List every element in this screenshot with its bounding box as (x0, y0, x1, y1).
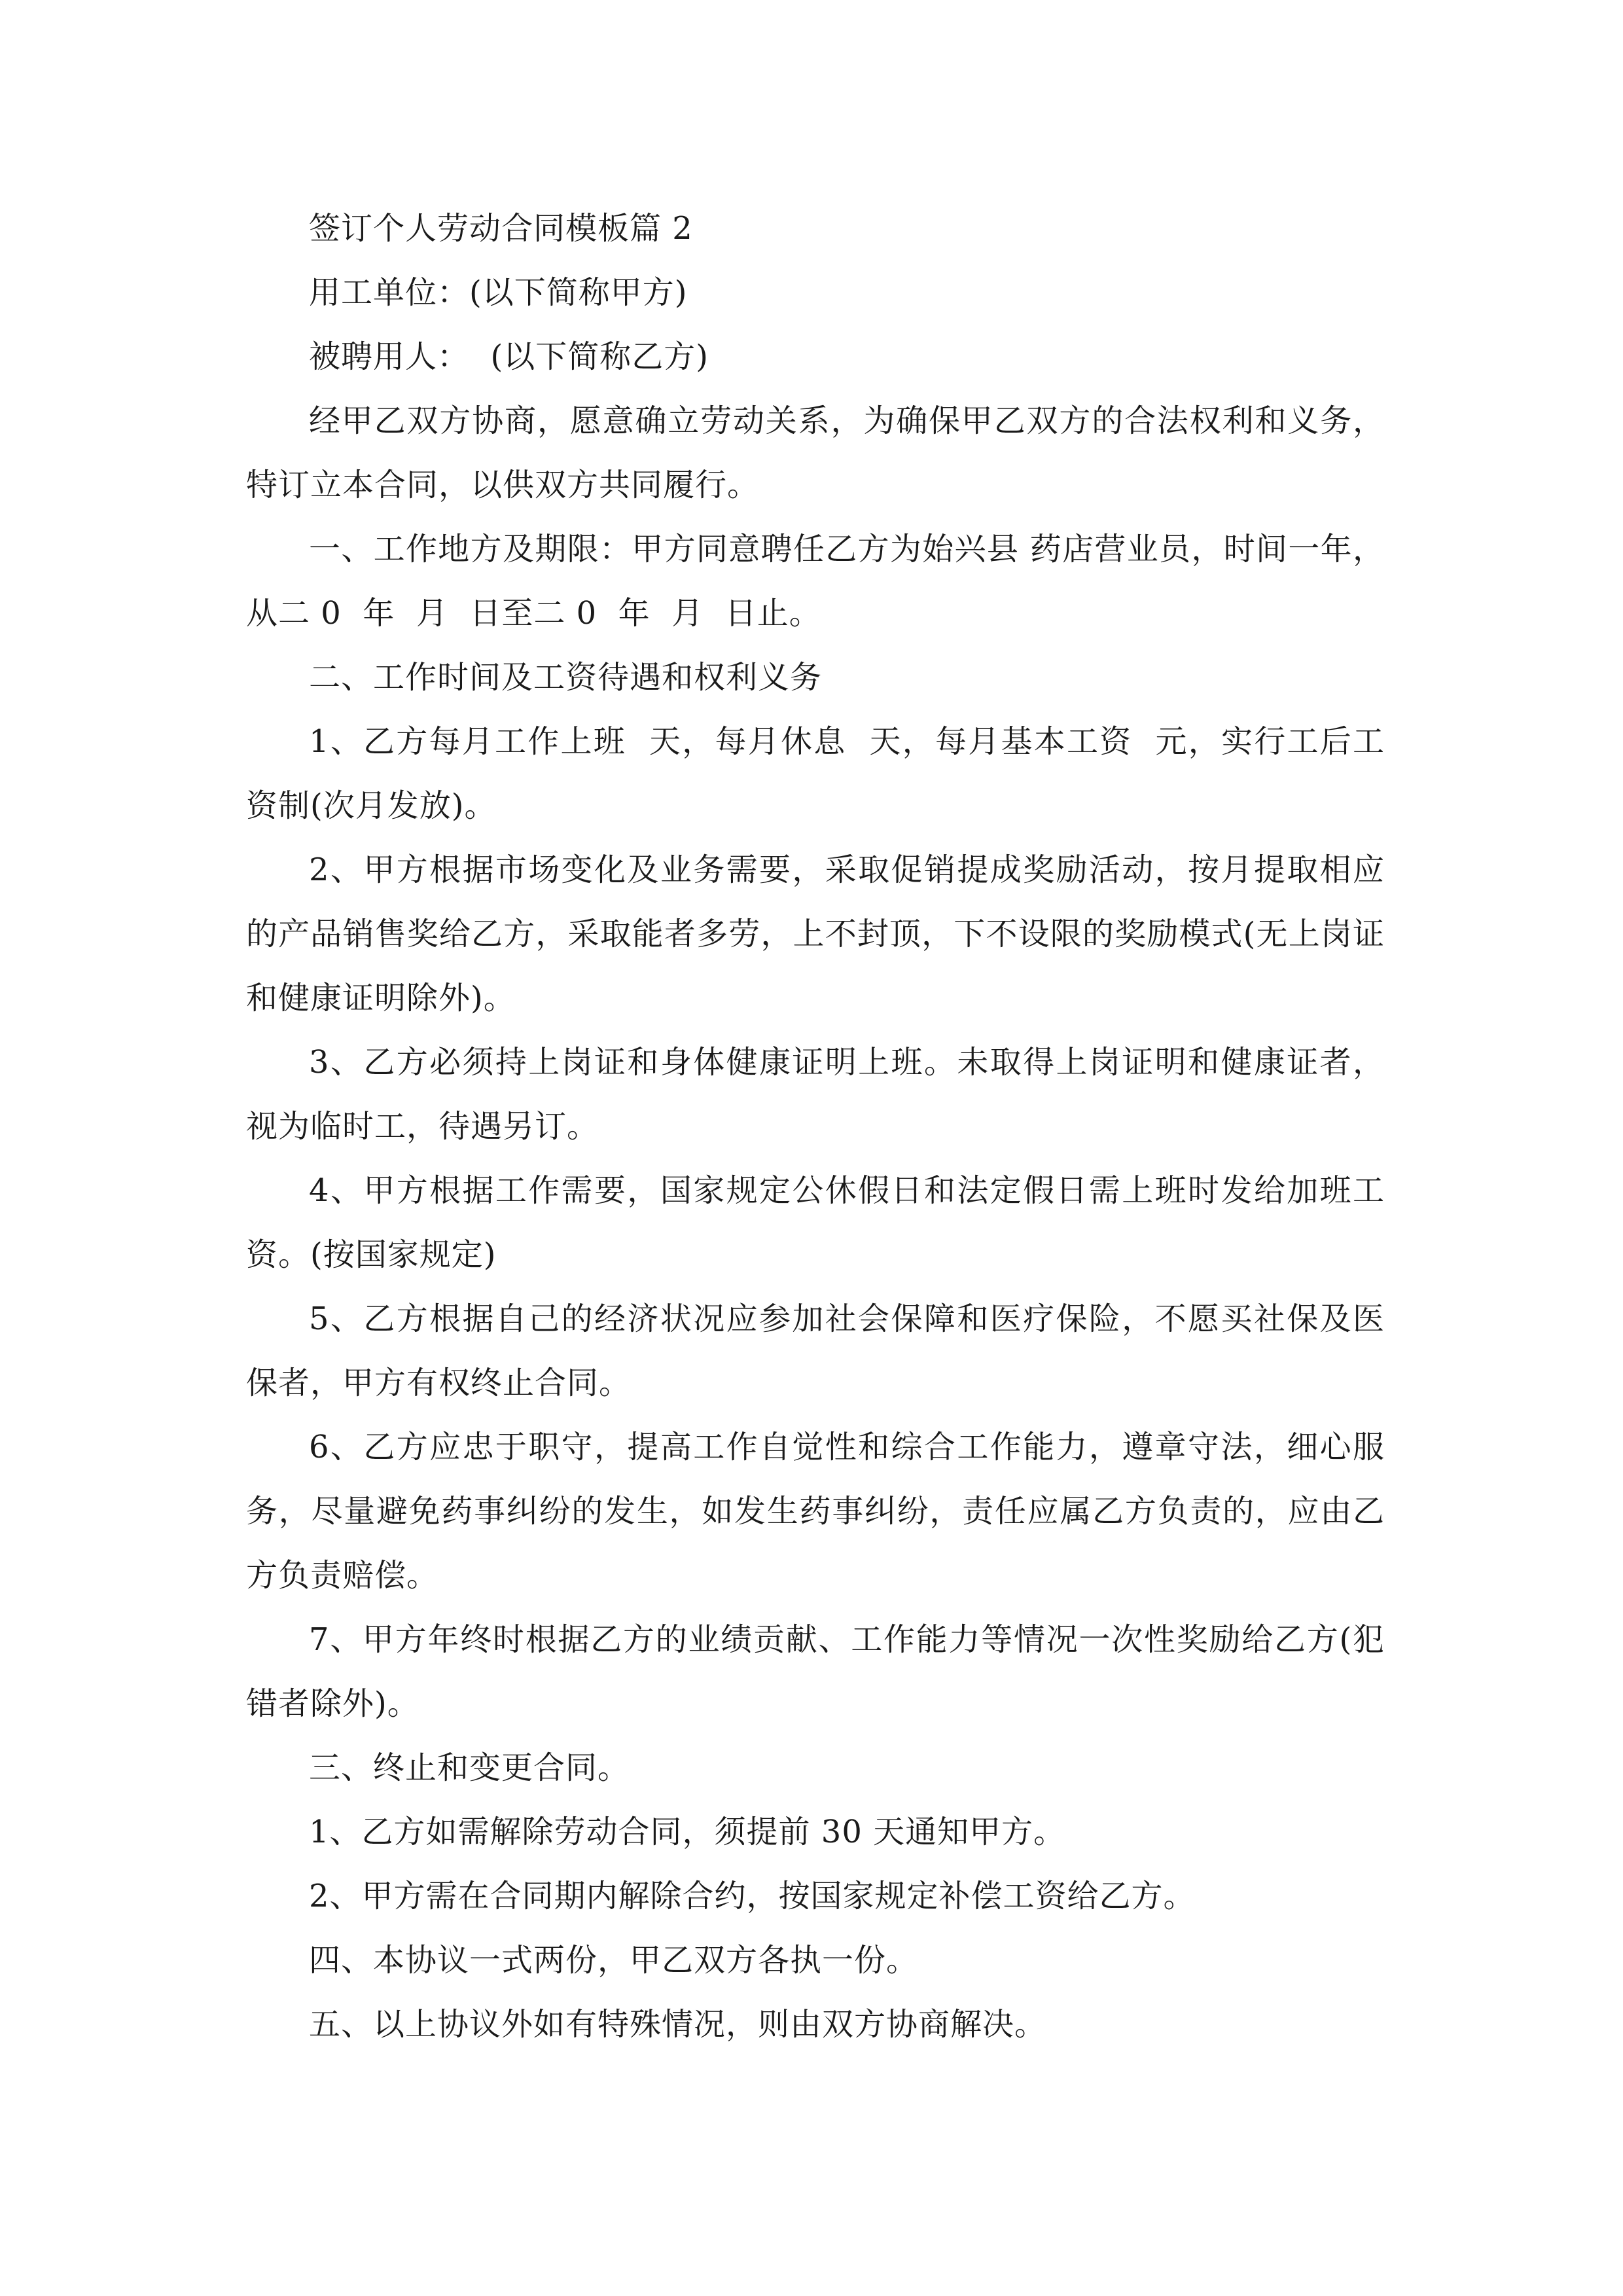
section-5-paragraph: 五、以上协议外如有特殊情况，则由双方协商解决。 (309, 2006, 1047, 2043)
section-2-heading: 二、工作时间及工资待遇和权利义务 (309, 659, 823, 696)
employee-line: 被聘用人： (以下简称乙方) (309, 338, 709, 375)
clause-2-3: 3、乙方必须持上岗证和身体健康证明上班。未取得上岗证明和健康证者，视为临时工，待遇另订。 (246, 1044, 1385, 1145)
document-title: 签订个人劳动合同模板篇 2 (309, 210, 693, 247)
clause-2-7: 7、甲方年终时根据乙方的业绩贡献、工作能力等情况一次性奖励给乙方(犯错者除外)。 (246, 1621, 1385, 1722)
clause-2-1: 1、乙方每月工作上班 天，每月休息 天，每月基本工资 元，实行工后工资制(次月发放)。 (246, 723, 1385, 824)
clause-2-2: 2、甲方根据市场变化及业务需要，采取促销提成奖励活动，按月提取相应的产品销售奖给乙方，采取能者多劳，上不封顶，下不设限的奖励模式(无上岗证和健康证明除外)。 (246, 852, 1385, 1016)
clause-2-4: 4、甲方根据工作需要，国家规定公休假日和法定假日需上班时发给加班工资。(按国家规定) (246, 1172, 1385, 1273)
intro-paragraph: 经甲乙双方协商，愿意确立劳动关系，为确保甲乙双方的合法权利和义务，特订立本合同，以供双方共同履行。 (246, 403, 1385, 503)
document-body (246, 196, 1385, 2056)
clause-2-5: 5、乙方根据自己的经济状况应参加社会保障和医疗保险，不愿买社保及医保者，甲方有权终止合同。 (246, 1300, 1385, 1401)
clause-3-1: 1、乙方如需解除劳动合同，须提前 30 天通知甲方。 (309, 1814, 1066, 1850)
section-4-paragraph: 四、本协议一式两份，甲乙双方各执一份。 (309, 1942, 919, 1979)
section-1-paragraph: 一、工作地方及期限：甲方同意聘任乙方为始兴县 药店营业员，时间一年，从二 0 年 月 日至二 0 年 月 日止。 (246, 531, 1385, 632)
section-3-heading: 三、终止和变更合同。 (309, 1749, 630, 1786)
clause-3-2: 2、甲方需在合同期内解除合约，按国家规定补偿工资给乙方。 (309, 1878, 1196, 1914)
employer-line: 用工单位：(以下简称甲方) (309, 274, 688, 311)
clause-2-6: 6、乙方应忠于职守，提高工作自觉性和综合工作能力，遵章守法，细心服务，尽量避免药事纠纷的发生，如发生药事纠纷，责任应属乙方负责的，应由乙方负责赔偿。 (246, 1429, 1385, 1594)
